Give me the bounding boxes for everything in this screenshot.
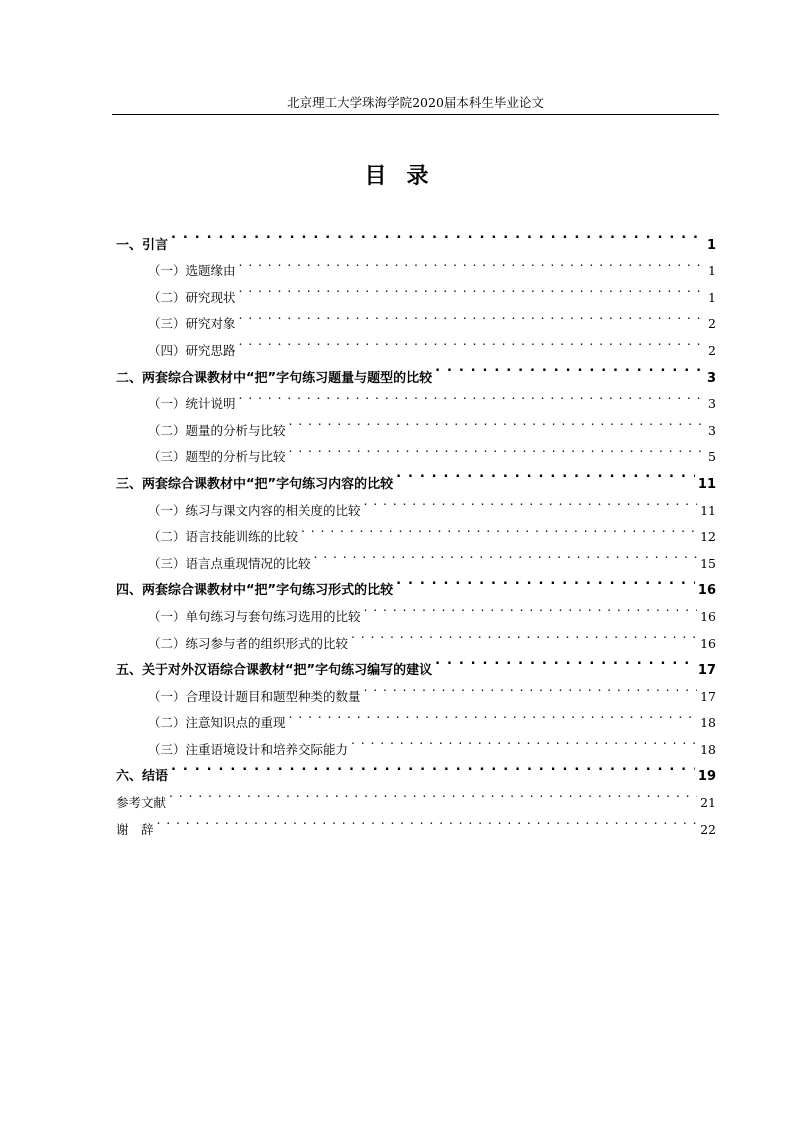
- toc-entry-label: 一、引言: [116, 237, 169, 253]
- toc-page-number: 11: [697, 476, 716, 492]
- toc-dot-leader: [289, 435, 701, 462]
- toc-page-number: 2: [708, 342, 716, 358]
- toc-page-number: 17: [697, 663, 716, 679]
- toc-section-entry[interactable]: [116, 249, 716, 279]
- header-text: 北京理工大学珠海学院2020届本科生毕业论文: [287, 95, 544, 110]
- toc-page-number: 11: [700, 502, 716, 518]
- toc-dot-leader: [289, 408, 701, 435]
- toc-page-number: 1: [708, 263, 716, 279]
- toc-page-number: 12: [700, 529, 716, 545]
- toc-dot-leader: [351, 621, 697, 648]
- toc-dot-leader: [351, 727, 697, 754]
- toc-entry-label: （二）注意知识点的重现: [148, 715, 286, 731]
- toc-entry-label: （四）研究思路: [148, 342, 236, 358]
- toc-page-number: 3: [708, 422, 716, 438]
- toc-page-number: 18: [700, 715, 716, 731]
- toc-entry-label: （三）研究对象: [148, 316, 236, 332]
- toc-dot-leader: [364, 488, 698, 515]
- toc-dot-leader: [435, 355, 701, 382]
- toc-entry-label: （二）研究现状: [148, 289, 236, 305]
- toc-backmatter-entry[interactable]: [116, 807, 716, 837]
- toc-dot-leader: [239, 302, 701, 329]
- toc-dot-leader: [157, 807, 698, 834]
- toc-page-number: 1: [706, 237, 716, 253]
- toc-page-number: 22: [700, 821, 716, 837]
- page-title: 目录: [364, 164, 449, 189]
- toc-page-number: 5: [708, 449, 716, 465]
- toc-entry-label: 三、两套综合课教材中“把”字句练习内容的比较: [116, 476, 394, 492]
- toc-dot-leader: [364, 674, 698, 701]
- toc-entry-label: （三）题型的分析与比较: [148, 449, 286, 465]
- toc-entry-label: （三）语言点重现情况的比较: [148, 555, 311, 571]
- toc-entry-label: （一）统计说明: [148, 396, 236, 412]
- toc-backmatter-entry[interactable]: [116, 780, 716, 811]
- toc-entry-label: 谢 辞: [116, 821, 154, 837]
- toc-entry-label: （二）语言技能训练的比较: [148, 529, 299, 545]
- toc-entry-label: 二、两套综合课教材中“把”字句练习题量与题型的比较: [116, 370, 433, 386]
- toc-page-number: 16: [700, 608, 716, 624]
- toc-entry-label: 五、关于对外汉语综合课教材“把”字句练习编写的建议: [116, 663, 433, 679]
- toc-entry-label: （一）选题缘由: [148, 263, 236, 279]
- toc-dot-leader: [435, 648, 695, 675]
- toc-dot-leader: [364, 594, 698, 621]
- toc-page-number: 1: [708, 289, 716, 305]
- toc-page-number: 2: [708, 316, 716, 332]
- toc-page-number: 3: [708, 396, 716, 412]
- toc-page-number: 21: [700, 795, 716, 811]
- toc-entry-label: （二）题量的分析与比较: [148, 422, 286, 438]
- toc-page-number: 18: [700, 741, 716, 757]
- toc-page-number: 3: [706, 370, 716, 386]
- toc-entry-label: （三）注重语境设计和培养交际能力: [148, 741, 349, 757]
- toc-entry-label: （一）单句练习与套句练习选用的比较: [148, 608, 361, 624]
- toc-page-number: 19: [697, 769, 716, 785]
- toc-dot-leader: [301, 515, 697, 542]
- page-header: [112, 93, 719, 115]
- toc-entry-label: （一）练习与课文内容的相关度的比较: [148, 502, 361, 518]
- toc-page-number: 16: [697, 583, 716, 599]
- toc-entry-label: （一）合理设计题目和题型种类的数量: [148, 688, 361, 704]
- toc-chapter-entry[interactable]: [116, 222, 716, 253]
- toc-dot-leader: [314, 541, 698, 568]
- toc-dot-leader: [171, 754, 695, 781]
- toc-entry-label: 参考文献: [116, 795, 167, 811]
- toc-entry-label: 六、结语: [116, 769, 169, 785]
- toc-page-number: 16: [700, 635, 716, 651]
- toc-dot-leader: [239, 328, 701, 355]
- toc-entry-label: 四、两套综合课教材中“把”字句练习形式的比较: [116, 583, 394, 599]
- toc-dot-leader: [396, 461, 695, 488]
- toc-page-number: 17: [700, 688, 716, 704]
- toc-dot-leader: [239, 382, 701, 409]
- toc-chapter-entry[interactable]: [116, 754, 716, 785]
- toc-entry-label: （二）练习参与者的组织形式的比较: [148, 635, 349, 651]
- table-of-contents: [116, 222, 716, 837]
- toc-dot-leader: [289, 701, 698, 728]
- toc-dot-leader: [171, 222, 701, 249]
- toc-dot-leader: [169, 780, 697, 807]
- toc-dot-leader: [239, 249, 701, 276]
- toc-dot-leader: [239, 275, 701, 302]
- toc-page-number: 15: [700, 555, 716, 571]
- toc-dot-leader: [396, 568, 695, 595]
